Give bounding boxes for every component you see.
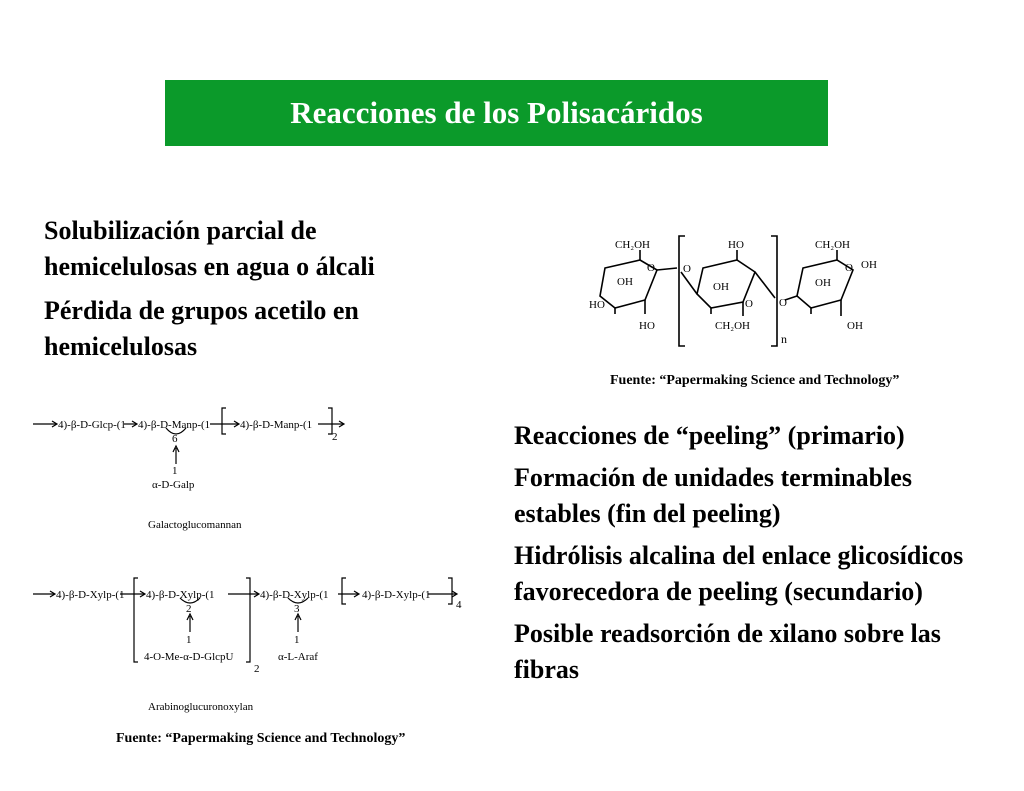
label-ch2oh-1: CH₂OH [615,239,651,251]
cellulose-source: Fuente: “Papermaking Science and Technology” [610,373,900,388]
left-bullet-list [44,213,464,373]
label-ch2oh-2: CH₂OH [715,320,751,332]
axyl-substituent-1: 4-O-Me-α-D-GlcpU [144,651,234,663]
label-ring-o-2: O [745,298,753,310]
gglc-unit-3: 4)-β-D-Manp-(1 [240,419,313,431]
cellulose-structure-diagram [585,228,915,378]
gglc-repeat: 2 [332,431,338,443]
right-bullet-list [514,418,1004,694]
label-ring-o-3: O [845,262,853,274]
label-oh-4: OH [815,277,831,289]
bullet-peeling-primario: Reacciones de “peeling” (primario) [514,421,905,450]
bullet-readsorcion-xilano: Posible readsorción de xilano sobre las fibras [514,619,941,684]
gglc-position: 6 [172,433,178,445]
label-ch2oh-3: CH₂OH [815,239,851,251]
axyl-unit-1: 4)-β-D-Xylp-(1 [56,589,125,601]
label-ho-1: HO [589,299,605,311]
axyl-position-1: 2 [186,603,192,615]
gglc-sub-position: 1 [172,465,178,477]
axyl-repeat-outer: 4 [456,599,462,611]
label-ho-2: HO [639,320,655,332]
bullet-solubilizacion: Solubilización parcial de hemicelulosas en agua o álcali [44,216,375,281]
label-oh-3: OH [861,259,877,271]
label-link-o-1: O [683,263,691,275]
label-oh-5: OH [847,320,863,332]
gglc-name: Galactoglucomannan [148,519,242,531]
axyl-sub1-position: 1 [186,634,192,646]
slide-title: Reacciones de los Polisacáridos [165,80,828,146]
axyl-unit-4: 4)-β-D-Xylp-(1 [362,589,431,601]
gglc-unit-1: 4)-β-D-Glcp-(1 [58,419,126,431]
hemicellulose-source: Fuente: “Papermaking Science and Technology” [116,731,406,746]
axyl-name: Arabinoglucuronoxylan [148,701,254,713]
gglc-substituent: α-D-Galp [152,479,195,491]
label-oh-2: OH [713,281,729,293]
bullet-unidades-estables: Formación de unidades terminables estables (fin del peeling) [514,463,912,528]
axyl-repeat-inner: 2 [254,663,260,675]
label-ho-3: HO [728,239,744,251]
axyl-sub2-position: 1 [294,634,300,646]
label-n: n [781,332,787,346]
bullet-hidrolisis-alcalina: Hidrólisis alcalina del enlace glicosídicos favorecedora de peeling (secundario) [514,541,964,606]
hemicellulose-structures-diagram [28,400,478,750]
axyl-unit-3: 4)-β-D-Xylp-(1 [260,589,329,601]
gglc-unit-2: 4)-β-D-Manp-(1 [138,419,211,431]
axyl-position-2: 3 [294,603,300,615]
axyl-substituent-2: α-L-Araf [278,651,318,663]
axyl-unit-2: 4)-β-D-Xylp-(1 [146,589,215,601]
label-oh-1: OH [617,276,633,288]
bullet-perdida-acetilo: Pérdida de grupos acetilo en hemicelulosas [44,296,359,361]
label-link-o-2: O [779,297,787,309]
label-ring-o-1: O [647,262,655,274]
